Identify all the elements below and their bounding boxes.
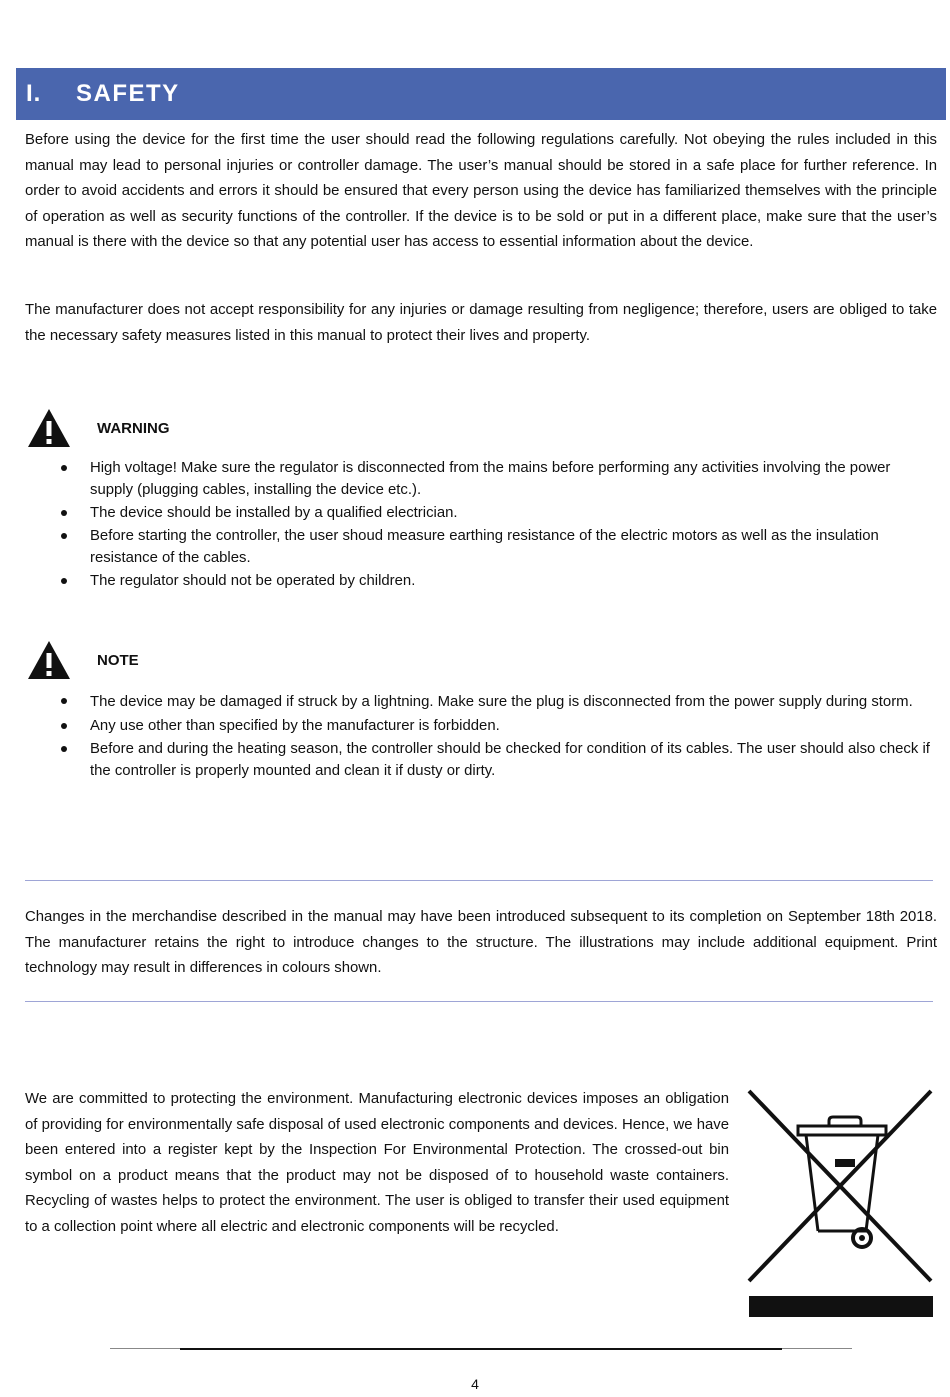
list-item: The device should be installed by a qualified electrician. bbox=[60, 502, 930, 524]
list-item: High voltage! Make sure the regulator is disconnected from the mains before performing any activities involving the power supply (plugging cables, installing the device etc.). bbox=[60, 457, 930, 501]
list-item: Before starting the controller, the user shoud measure earthing resistance of the electric motors as well as the insulation resistance of the cables. bbox=[60, 525, 930, 569]
warning-heading bbox=[27, 408, 170, 448]
environment-paragraph: We are committed to protecting the environment. Manufacturing electronic devices imposes an obligation of providing for environmentally safe disposal of used electronic components and devices. Hence, we have been entered into a register kept by the Inspection For Environmental Protection. The crossed-out bin symbol on a product means that the product may not be disposed of to household waste containers. Recycling of wastes helps to protect the environment. The user is obliged to transfer their used equipment to a collection point where all electric and electronic components will be recycled. bbox=[25, 1091, 729, 1235]
note-title: NOTE bbox=[97, 651, 139, 669]
warning-triangle-icon bbox=[27, 408, 71, 448]
section-header bbox=[16, 68, 946, 120]
section-number: I. bbox=[26, 80, 42, 107]
footer-rule bbox=[180, 1348, 782, 1350]
list-item: The regulator should not be operated by children. bbox=[60, 570, 930, 592]
list-item: The device may be damaged if struck by a lightning. Make sure the plug is disconnected from the power supply during storm. bbox=[60, 690, 930, 714]
warning-triangle-icon bbox=[27, 640, 71, 680]
warning-list bbox=[60, 457, 930, 593]
warning-title: WARNING bbox=[97, 419, 170, 437]
page-number: 4 bbox=[471, 1376, 479, 1392]
intro-paragraph-1: Before using the device for the first time the user should read the following regulations carefully. Not obeying the rules included in this manual may lead to personal injuries or controller damage. The user’s manual should be stored in a safe place for further reference. In order to avoid accidents and errors it should be ensured that every person using the device has familiarized themselves with the principle of operation as well as security functions of the controller. If the device is to be sold or put in a different place, make sure that the user’s manual is there with the device so that any potential user has access to essential information about the device. bbox=[25, 132, 937, 250]
divider bbox=[25, 1001, 933, 1002]
list-item: Before and during the heating season, the controller should be checked for condition of its cables. The user should also check if the controller is properly mounted and clean it if dusty or dirty. bbox=[60, 738, 930, 782]
divider bbox=[25, 880, 933, 881]
note-heading bbox=[27, 640, 139, 680]
changes-paragraph: Changes in the merchandise described in the manual may have been introduced subsequent to its completion on September 18th 2018. The manufacturer retains the right to introduce changes to the structure. The illustrations may include additional equipment. Print technology may result in differences in colours shown. bbox=[25, 909, 937, 976]
section-title: SAFETY bbox=[76, 80, 180, 107]
note-list bbox=[60, 690, 930, 783]
intro-paragraph-2: The manufacturer does not accept responsibility for any injuries or damage resulting from negligence; therefore, users are obliged to take the necessary safety measures listed in this manual to protect their lives and property. bbox=[25, 302, 937, 344]
crossed-out-bin-icon bbox=[745, 1087, 937, 1319]
list-item: Any use other than specified by the manufacturer is forbidden. bbox=[60, 715, 930, 737]
